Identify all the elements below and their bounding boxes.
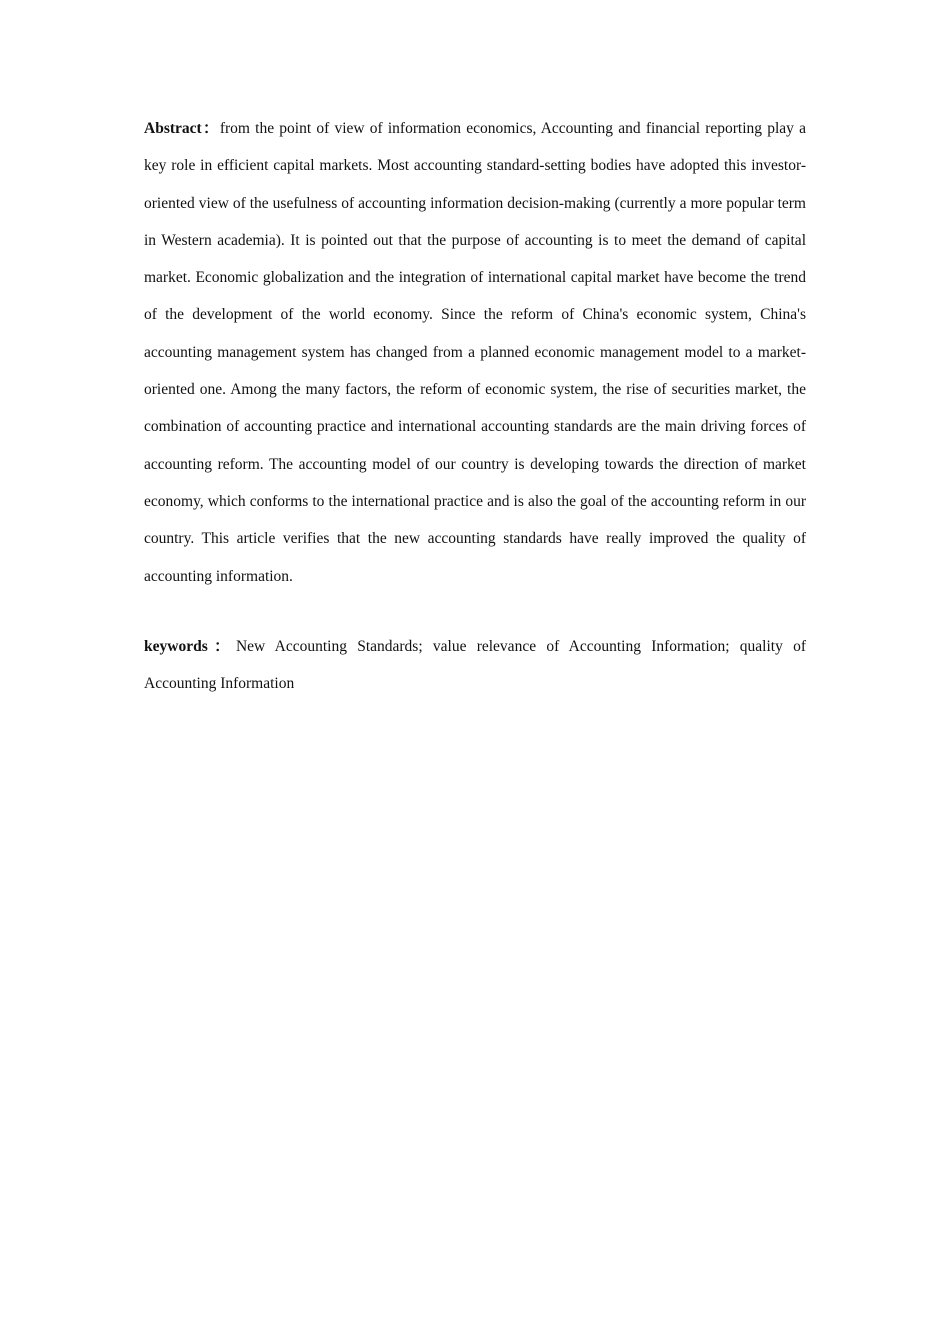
keywords-text: New Accounting Standards; value relevance of Accounting Information; quality of Accounting Information	[144, 637, 806, 693]
keywords-label: keywords：	[144, 637, 236, 655]
abstract-label: Abstract：	[144, 120, 220, 137]
abstract-text: from the point of view of information economics, Accounting and financial reporting play a key role in efficient capital markets. Most accounting standard-setting bodies have adopted this investor-oriented view of the usefulness of accounting information decision-making (currently a more popular term in Western academia). It is pointed out that the purpose of accounting is to meet the demand of capital market. Economic globalization and the integration of international capital market have become the trend of the development of the world economy. Since the reform of China's economic system, China's accounting management system has changed from a planned economic management model to a market-oriented one. Among the many factors, the reform of economic system, the rise of securities market, the combination of accounting practice and international accounting standards are the main driving forces of accounting reform. The accounting model of our country is developing towards the direction of market economy, which conforms to the international practice and is also the goal of the accounting reform in our country. This article verifies that the new accounting standards have really improved the quality of accounting information.	[144, 120, 806, 585]
keywords-paragraph	[144, 628, 806, 703]
abstract-paragraph	[144, 110, 806, 595]
abstract-section	[144, 110, 806, 702]
